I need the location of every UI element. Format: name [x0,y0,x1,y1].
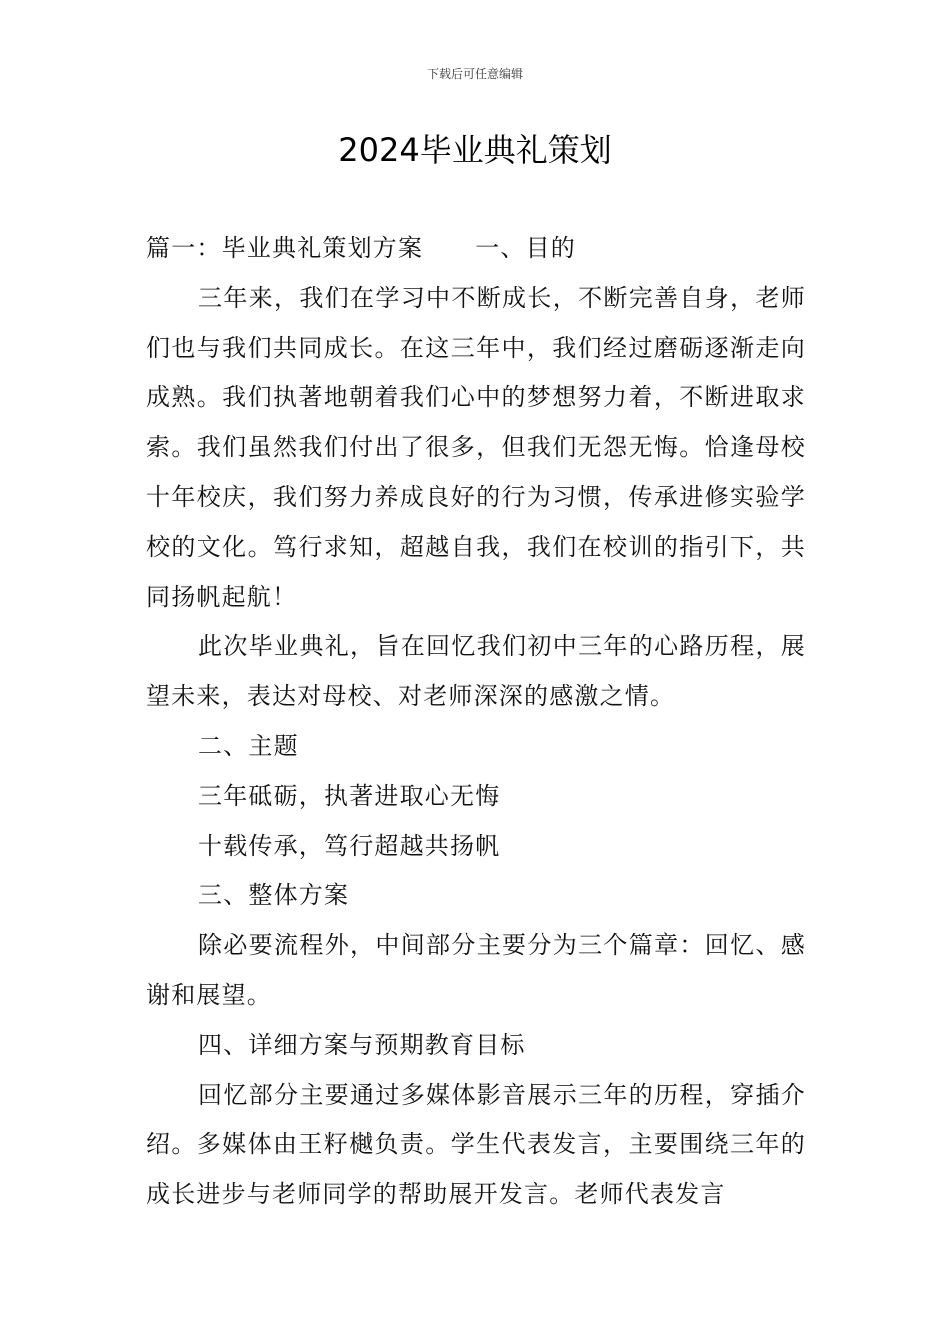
section-heading-details: 四、详细方案与预期教育目标 [198,1030,526,1059]
chapter-heading: 篇一：毕业典礼策划方案 [146,234,424,262]
theme-line-1: 三年砥砺，执著进取心无悔 [198,781,501,810]
paragraph-details: 回忆部分主要通过多媒体影音展示三年的历程，穿插介绍。多媒体由王籽樾负责。学生代表发言，主要围绕三年的成长进步与老师同学的帮助展开发言。老师代表发言 [146,1080,806,1209]
section-heading-plan: 三、整体方案 [198,881,350,910]
page-header: 下载后可任意编辑 [426,67,523,81]
theme-line-2: 十载传承，笃行超越共扬帆 [198,831,501,860]
document-title: 2024毕业典礼策划 [338,131,612,169]
paragraph-purpose-1: 三年来，我们在学习中不断成长，不断完善自身，老师们也与我们共同成长。在这三年中，我们经过磨砺逐渐走向成熟。我们执著地朝着我们心中的梦想努力着，不断进取求索。我们虽然我们付出了很多，但我们无怨无悔。恰逢母校十年校庆，我们努力养成良好的行为习惯，传承进修实验学校的文化。笃行求知，超越自我，我们在校训的指引下，共同扬帆起航！ [146,283,806,611]
paragraph-plan: 除必要流程外，中间部分主要分为三个篇章：回忆、感谢和展望。 [146,931,806,1009]
section-heading-line [146,224,806,274]
section-heading-purpose: 一、目的 [475,234,577,262]
paragraph-purpose-2: 此次毕业典礼，旨在回忆我们初中三年的心路历程，展望未来，表达对母校、对老师深深的感激之情。 [146,632,806,711]
document-body [146,224,806,1220]
section-heading-theme: 二、主题 [198,731,299,760]
